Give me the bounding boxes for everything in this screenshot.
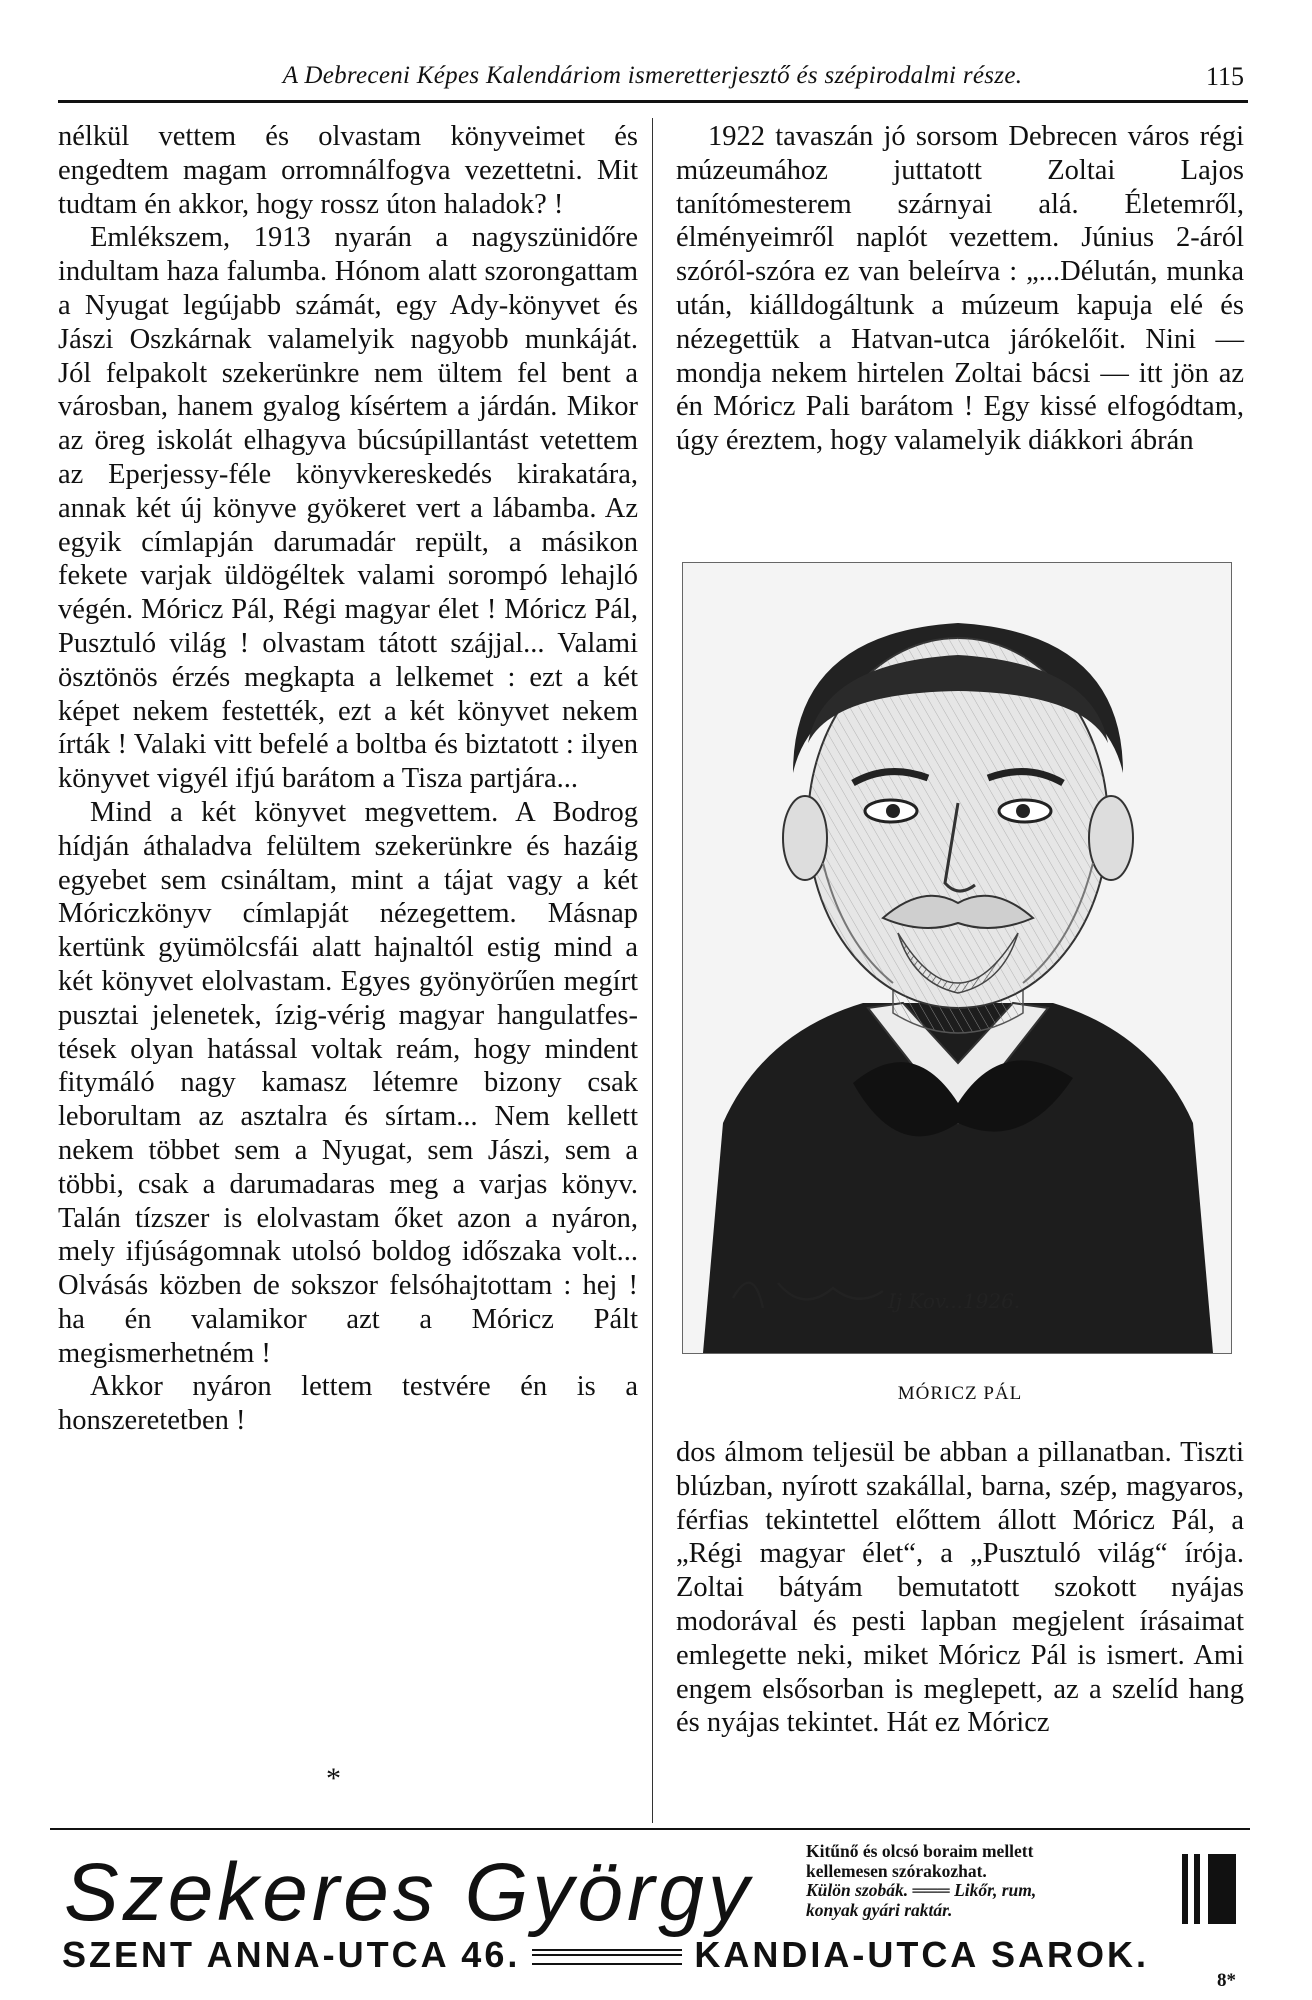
paragraph: dos álmom teljesül be abban a pillanatban. Tiszti blúzban, nyírott szakállal, barna, szép, magyaros, férfias tekintettel előttem állott Móricz Pál, a „Régi magyar élet“, a „Pusztuló világ“ írója. Zoltai bátyám bemutatott szokott nyájas modorával és pesti lapban megjelent írásaimat emlegette neki, miket Móricz Pál is ismert. Ami engem elsősorban is meglepett, az a szelíd hang és nyájas tekintet. Hát ez Móricz bbox=[676, 1437, 1244, 1739]
column-divider bbox=[652, 118, 653, 1823]
ad-line: konyak gyári raktár. bbox=[806, 1899, 953, 1920]
paragraph: Emlékszem, 1913 nyarán a nagyszünidőre indultam haza falumba. Hónom alatt szorongattam a Nyugat legújabb számát, egy Ady-könyvet és Jászi Oszkárnak valamelyik nagyobb munkáját. Jól felpakolt szekerünkre nem ültem fel bent a városban, hanem gyalog kísértem a járdán. Mikor az öreg iskolát elhagyva búcsúpillantást vetettem az Eperjessy-féle könyvkereskedés kirakatára, annak két új könyve gyökeret vert a lábamba. Az egyik címlapján darumadár repült, a másikon fekete varjak üldögéltek valami sorompó lehajló végén. Móricz Pál, Régi magyar élet ! Móricz Pál, Pusztuló világ ! olvastam tátott szájjal... Valami ösztönös érzés megkapta a lelkemet : ezt a két képet nekem festették, ezt a két könyvet nekem írták ! Valaki vitt befelé a boltba és biztatott : ilyen könyvet vigyél ifjú barátom a Tisza partjára... bbox=[58, 222, 638, 795]
portrait-illustration bbox=[683, 563, 1231, 1353]
portrait-drawing bbox=[682, 562, 1232, 1354]
right-column-bottom bbox=[676, 1436, 1244, 1740]
paragraph: 1922 tavaszán jó sorsom Debrecen város régi múzeumához juttatott Zoltai Lajos tanítómesterem szárnyai alá. Életemről, élményeimről naplót vezettem. Június 2-áról szóról-szóra ez van beleírva : „...Délután, munka után, kiálldogáltunk a múzeum kapuja elé és nézegettük a Hatvan-utca járókelőit. Nini — mondja nekem hirtelen Zoltai bácsi — itt jön az én Móricz Pali barátom ! Egy kissé elfogódtam, úgy éreztem, hogy valamelyik diákkori ábrán bbox=[676, 121, 1244, 457]
advertisement-address bbox=[62, 1935, 1247, 1975]
advertisement-blurb: Kitűnő és olcsó boraim mellett kellemesen szórakozhat. Külön szobák. ═══ Likőr, rum, konyak gyári raktár. bbox=[806, 1842, 1151, 1920]
paragraph: Mind a két könyvet megvettem. A Bodrog hídján áthaladva felültem szekerünkre és hazáig egyebet sem csináltam, mint a tájat vagy a két Móriczkönyv címlapját nézegettem. Másnap kertünk gyümölcsfái alatt hajnaltól estig mind a két könyvet elolvastam. Egyes gyönyörűen megírt pusztai jelenetek, ízig-vérig magyar hangulatfestések olyan hatással voltak reám, hogy mindent fitymáló nagy kamasz létemre bizony csak leborultam az asztalra és sírtam... Nem kellett nekem többet sem a Nyugat, sem Jászi, sem a többi, csak a darumadaras meg a varjas könyv. Talán tízszer is elolvastam őket azon a nyáron, mely ifjúságomnak utolsó boldog időszaka volt... Olvásás közben de sokszor felsóhajtottam : hej ! ha én valamikor azt a Móricz Pált megismerhetném ! bbox=[58, 796, 638, 1369]
paragraph: nélkül vettem és olvastam könyveimet és engedtem magam orromnálfogva vezettetni. Mit tudtam én akkor, hogy rossz úton haladok? ! bbox=[58, 121, 638, 220]
ad-line: Külön szobák. bbox=[806, 1880, 909, 1900]
advertisement-name: Szekeres György bbox=[64, 1847, 753, 1938]
advertisement-rule bbox=[50, 1828, 1250, 1830]
ad-line: kellemesen szórakozhat. bbox=[806, 1860, 987, 1881]
sheet-mark: 8* bbox=[1217, 1970, 1236, 1991]
header-rule bbox=[58, 100, 1248, 103]
portrait-signature: Ij Kov...1926. bbox=[888, 1289, 1021, 1313]
right-column-top bbox=[676, 120, 1244, 458]
address-right: KANDIA-UTCA SAROK. bbox=[694, 1934, 1149, 1975]
address-left: SZENT ANNA-UTCA 46. bbox=[62, 1934, 521, 1975]
address-separator bbox=[532, 1949, 682, 1965]
portrait-caption: MÓRICZ PÁL bbox=[897, 1383, 1023, 1404]
paragraph: Akkor nyáron lettem testvére én is a honszeretetben ! bbox=[58, 1371, 638, 1437]
page-number: 115 bbox=[1205, 62, 1244, 91]
section-separator: * bbox=[326, 1762, 341, 1795]
ad-line: Kitűnő és olcsó boraim mellett bbox=[806, 1841, 1034, 1861]
left-column bbox=[58, 120, 638, 1438]
advertisement-bars-ornament bbox=[1178, 1850, 1248, 1928]
running-header: A Debreceni Képes Kalendáriom ismeretterjesztő és szépirodalmi része. bbox=[282, 62, 1023, 89]
ad-line: Likőr, rum, bbox=[954, 1880, 1037, 1900]
